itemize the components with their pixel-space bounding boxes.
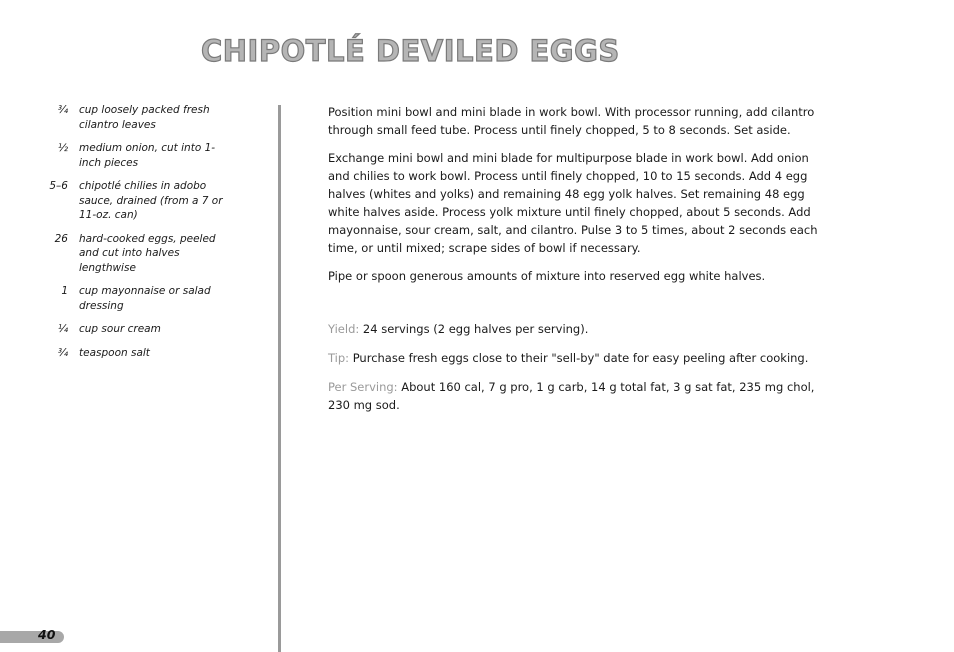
tip-text: Purchase fresh eggs close to their "sell-by" date for easy peeling after cooking.: [352, 351, 809, 365]
ingredient-description: medium onion, cut into 1-inch pieces: [79, 142, 216, 169]
ingredient-quantity: 1: [61, 285, 68, 297]
page-number: 40: [38, 627, 56, 642]
ingredient-quantity: 5–6: [49, 180, 68, 192]
ingredient-item: [40, 103, 250, 132]
ingredient-description: teaspoon salt: [79, 346, 150, 359]
ingredient-description: hard-cooked eggs, peeled and cut into halves lengthwise: [79, 232, 216, 274]
tip-label: Tip:: [328, 351, 350, 365]
ingredient-item: [40, 141, 250, 170]
ingredient-item: [40, 179, 250, 223]
ingredient-quantity: ½: [57, 142, 68, 154]
serving-text: About 160 cal, 7 g pro, 1 g carb, 14 g total fat, 3 g sat fat, 235 mg chol, 230 mg sod.: [328, 380, 815, 412]
direction-step: Pipe or spoon generous amounts of mixture into reserved egg white halves.: [328, 269, 766, 283]
ingredient-description: cup sour cream: [79, 323, 161, 335]
ingredient-item: [40, 284, 250, 313]
ingredient-item: [40, 322, 250, 337]
yield-label: Yield:: [328, 322, 360, 336]
ingredient-quantity: ¾: [57, 104, 68, 116]
serving-label: Per Serving:: [328, 380, 398, 394]
ingredient-item: [40, 232, 250, 276]
ingredient-description: cup loosely packed fresh cilantro leaves: [79, 104, 210, 131]
direction-step: Position mini bowl and mini blade in work bowl. With processor running, add cilantro through small feed tube. Process until finely chopped, 5 to 8 seconds. Set aside.: [328, 105, 815, 137]
ingredient-quantity: ¼: [57, 323, 68, 335]
page-title: CHIPOTLÉ DEVILED EGGS: [201, 34, 620, 68]
ingredient-description: chipotlé chilies in adobo sauce, drained (from a 7 or 11-oz. can): [79, 180, 223, 221]
ingredient-quantity: ¾: [57, 346, 68, 359]
recipe-notes: [328, 320, 833, 425]
ingredient-quantity: 26: [54, 232, 68, 245]
direction-step: Exchange mini bowl and mini blade for multipurpose blade in work bowl. Add onion and chilies to work bowl. Process until finely chopped, 10 to 15 seconds. Add 4 egg halves (whites and yolks) and remaining 48 egg yolk halves. Set remaining 48 egg white halves aside. Process yolk mixture until finely chopped, about 5 seconds. Add mayonnaise, sour cream, salt, and cilantro. Pulse 3 to 5 times, about 2 seconds each time, or until mixed; scrape sides of bowl if necessary.: [328, 151, 818, 255]
yield-note: [328, 320, 833, 338]
tip-note: [328, 349, 833, 367]
ingredient-item: [40, 346, 250, 361]
ingredient-list: [40, 103, 250, 369]
ingredient-description: cup mayonnaise or salad dressing: [79, 285, 211, 312]
directions: [328, 103, 833, 295]
yield-text: 24 servings (2 egg halves per serving).: [362, 322, 589, 336]
column-divider: [278, 105, 281, 652]
nutrition-note: [328, 378, 833, 414]
